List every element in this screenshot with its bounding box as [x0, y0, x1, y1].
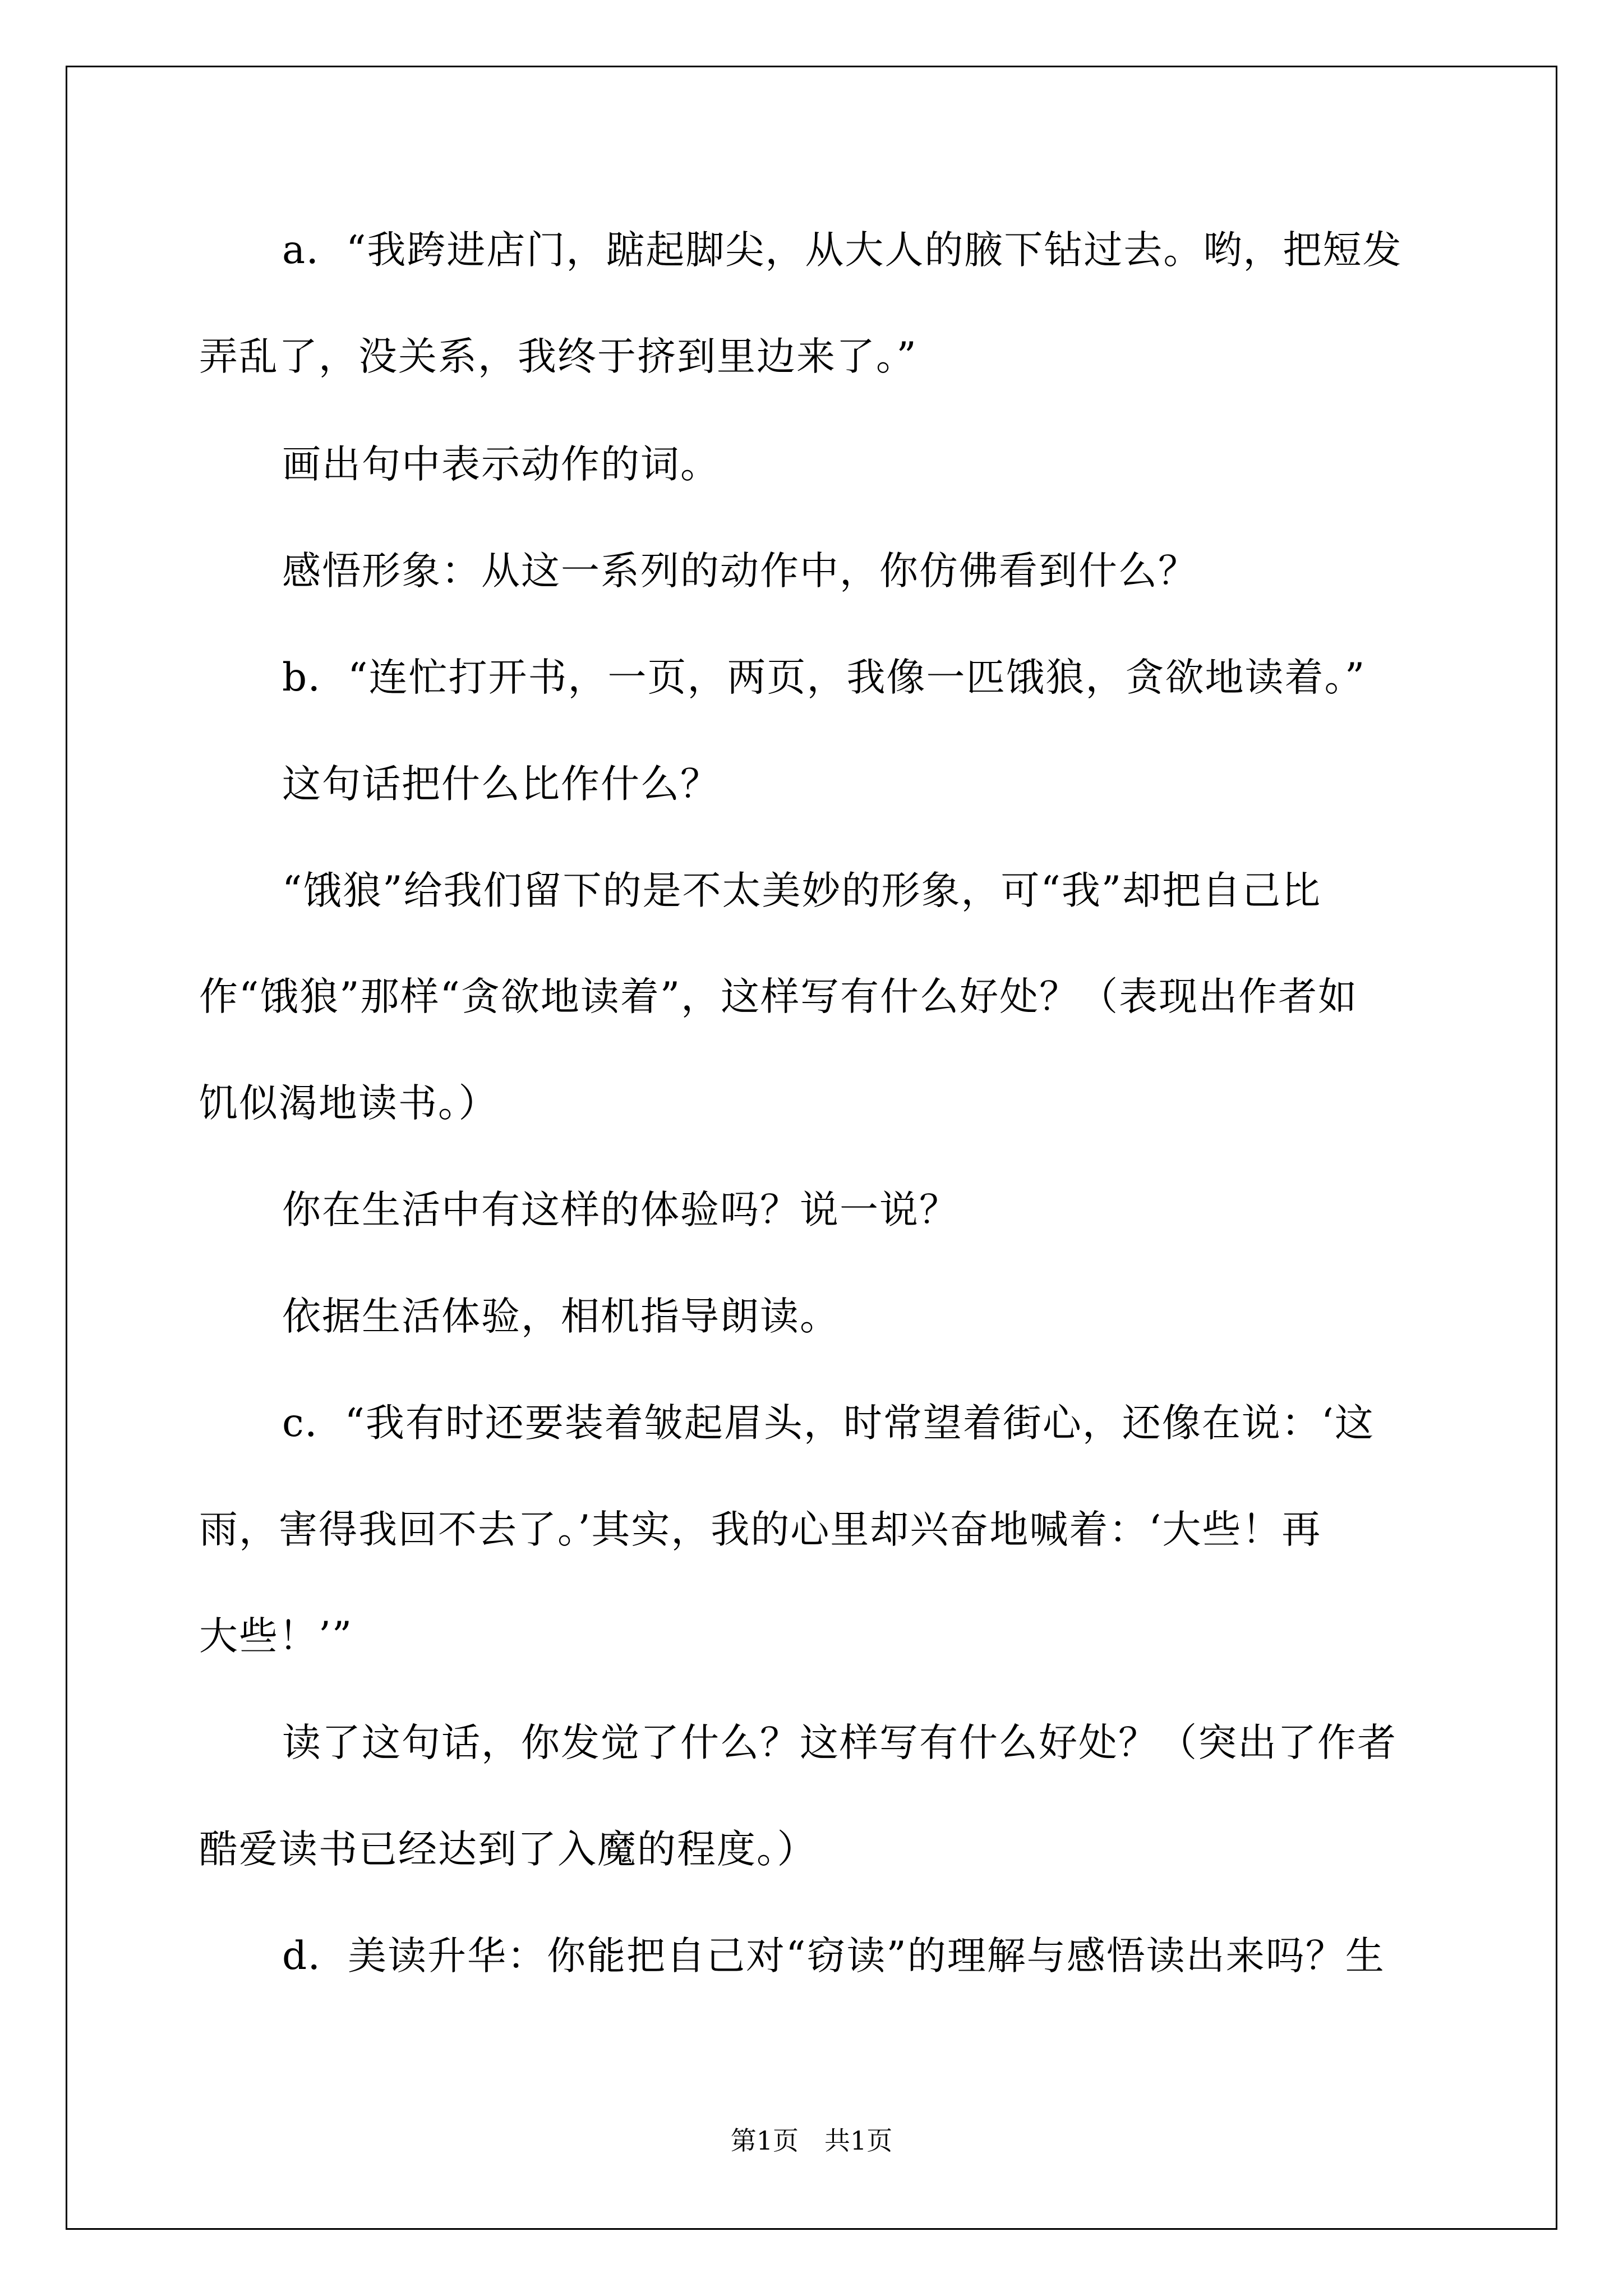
text-line: 依据生活体验，相机指导朗读。 — [282, 1294, 840, 1339]
text-line: 酷爱读书已经达到了入魔的程度。） — [199, 1827, 817, 1872]
text-line: 你在生活中有这样的体验吗？说一说？ — [282, 1188, 959, 1232]
page-footer: 第1页 共1页 — [730, 2125, 893, 2156]
text-line: 这句话把什么比作什么？ — [282, 762, 720, 807]
text-line: b．“连忙打开书，一页，两页，我像一匹饿狼，贪欲地读着。” — [282, 655, 1366, 700]
text-line: c．“我有时还要装着皱起眉头，时常望着街心，还像在说：‘这 — [282, 1401, 1375, 1446]
text-line: 感悟形象：从这一系列的动作中，你仿佛看到什么？ — [282, 549, 1198, 593]
text-line: “饿狼”给我们留下的是不太美妙的形象，可“我”却把自己比 — [282, 868, 1322, 913]
text-line: 弄乱了，没关系，我终于挤到里边来了。” — [199, 334, 917, 379]
text-line: a．“我跨进店门，踮起脚尖，从大人的腋下钻过去。哟，把短发 — [282, 228, 1403, 273]
text-line: 雨，害得我回不去了。’其实，我的心里却兴奋地喊着：‘大些！再 — [199, 1507, 1322, 1552]
text-line: 读了这句话，你发觉了什么？这样写有什么好处？（突出了作者 — [282, 1720, 1397, 1765]
text-line: d．美读升华：你能把自己对“窃读”的理解与感悟读出来吗？生 — [282, 1934, 1385, 1978]
text-line: 画出句中表示动作的词。 — [282, 442, 720, 487]
text-line: 大些！’” — [199, 1614, 353, 1659]
page-border — [66, 66, 1557, 2230]
text-line: 饥似渴地读书。） — [199, 1081, 499, 1126]
text-line: 作“饿狼”那样“贪欲地读着”，这样写有什么好处？（表现出作者如 — [199, 974, 1358, 1019]
